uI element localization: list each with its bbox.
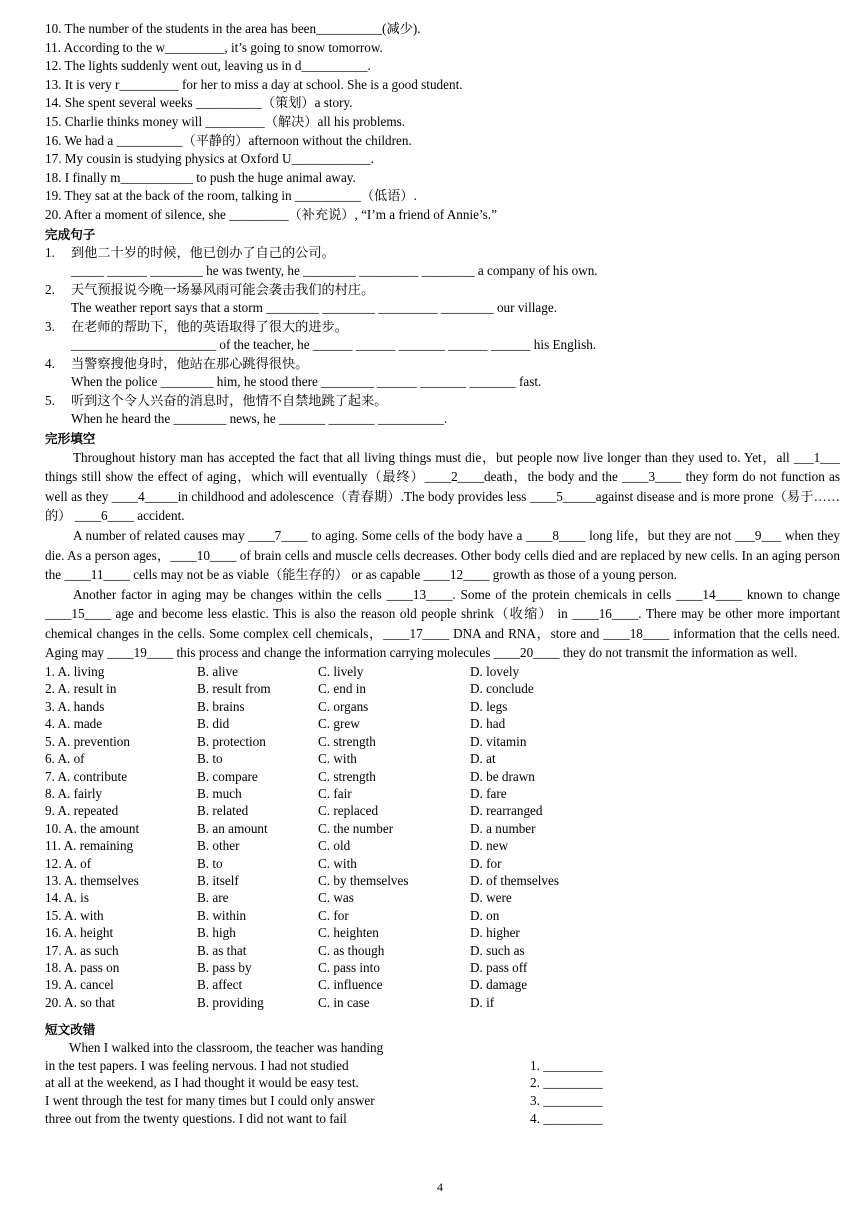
option-choice: B. result from (197, 681, 271, 697)
vocab-item: 18. I finally m___________ to push the huge animal away. (45, 169, 356, 185)
option-choice: D. for (470, 855, 502, 871)
option-row (45, 663, 840, 680)
option-choice: D. conclude (470, 681, 534, 697)
answer-blank (530, 1039, 603, 1057)
complete-item-prompt (45, 355, 840, 373)
option-choice: B. affect (197, 977, 243, 993)
option-choice: 13. A. themselves (45, 872, 139, 888)
option-choice: B. high (197, 925, 236, 941)
option-choice: D. be drawn (470, 768, 535, 784)
error-line: three out from the twenty questions. I did not want to fail (45, 1110, 347, 1126)
option-row (45, 698, 840, 715)
option-choice: 10. A. the amount (45, 820, 140, 836)
vocab-item: 15. Charlie thinks money will _________（解决）all his problems. (45, 113, 406, 129)
section-heading-cloze: 完形填空 (45, 430, 96, 446)
option-choice: D. vitamin (470, 733, 527, 749)
option-choice: 5. A. prevention (45, 733, 130, 749)
vocab-item: 13. It is very r_________ for her to miss a day at school. She is a good student. (45, 76, 463, 92)
option-row (45, 837, 840, 854)
option-choice: B. other (197, 838, 240, 854)
page-number: 4 (437, 1180, 443, 1194)
chinese-prompt: 在老师的帮助下，他的英语取得了很大的进步。 (71, 318, 348, 334)
cloze-passage (45, 448, 840, 664)
vocab-item: 10. The number of the students in the area has been__________(减少). (45, 21, 421, 36)
vocab-item: 14. She spent several weeks __________（策划）a story. (45, 95, 353, 111)
option-row (45, 959, 840, 976)
vocab-item: 20. After a moment of silence, she _________（补充说）, “I’m a friend of Annie’s.” (45, 206, 497, 222)
option-choice: B. an amount (197, 820, 268, 836)
option-choice: 1. A. living (45, 664, 105, 680)
option-choice: B. providing (197, 994, 264, 1010)
option-choice: C. for (318, 907, 349, 923)
option-choice: C. with (318, 855, 357, 871)
answer-blank: 4. _________ (530, 1110, 603, 1126)
item-number: 4. (45, 355, 55, 371)
option-choice: C. as though (318, 942, 385, 958)
error-correction-section (45, 1020, 840, 1127)
option-choice: B. to (197, 855, 223, 871)
option-choice: D. fare (470, 785, 507, 801)
option-choice: 19. A. cancel (45, 977, 114, 993)
option-choice: D. at (470, 751, 496, 767)
option-row (45, 872, 840, 889)
option-row (45, 680, 840, 697)
answer-blank: 2. _________ (530, 1075, 603, 1091)
option-choice: C. strength (318, 768, 376, 784)
option-choice: B. are (197, 890, 229, 906)
error-passage (45, 1039, 530, 1127)
option-choice: B. did (197, 716, 230, 732)
option-choice: C. with (318, 751, 357, 767)
option-row (45, 820, 840, 837)
cloze-paragraph: A number of related causes may ____7____ to aging. Some cells of the body have a ____8____ long life，but they are not ___9___ when they die. As a person ages，____10____ of brain cells and muscle cells decreases. Other body cells died and are replaced by new cells. In an aging person the ____11____ cells may not be as viable（能生存的） or as capable ____12____ growth as those of a young person. (45, 527, 840, 583)
english-answer-line: When he heard the ________ news, he _______ _______ __________. (71, 410, 448, 426)
error-line: When I walked into the classroom, the teacher was handing (69, 1040, 384, 1056)
complete-item-prompt (45, 392, 840, 410)
option-row (45, 750, 840, 767)
option-row (45, 802, 840, 819)
option-choice: B. within (197, 907, 247, 923)
option-row (45, 768, 840, 785)
english-answer-line: The weather report says that a storm ________ ________ _________ ________ our village. (71, 299, 558, 315)
option-choice: 9. A. repeated (45, 803, 119, 819)
english-answer-line: ______________________ of the teacher, he ______ ______ _______ ______ ______ his English. (71, 336, 597, 352)
item-number: 5. (45, 392, 55, 408)
item-number: 3. (45, 318, 55, 334)
option-row (45, 994, 840, 1011)
option-choice: C. pass into (318, 959, 380, 975)
option-choice: B. brains (197, 698, 245, 714)
option-row (45, 942, 840, 959)
option-choice: D. new (470, 838, 509, 854)
option-choice: D. on (470, 907, 500, 923)
english-answer-line: _____ ______ ________ he was twenty, he ________ _________ ________ a company of his own. (71, 262, 598, 278)
option-choice: 16. A. height (45, 925, 114, 941)
option-choice: B. alive (197, 664, 239, 680)
option-choice: D. pass off (470, 959, 528, 975)
option-choice: 15. A. with (45, 907, 104, 923)
option-row (45, 924, 840, 941)
chinese-prompt: 到他二十岁的时候，他已创办了自己的公司。 (71, 244, 335, 260)
option-row (45, 715, 840, 732)
answer-blank: 1. _________ (530, 1057, 603, 1073)
option-choice: B. related (197, 803, 249, 819)
option-choice: 8. A. fairly (45, 785, 103, 801)
option-choice: 11. A. remaining (45, 838, 134, 854)
option-choice: C. grew (318, 716, 360, 732)
option-choice: D. a number (470, 820, 536, 836)
worksheet-page (45, 20, 840, 1127)
option-choice: C. organs (318, 698, 369, 714)
option-choice: 20. A. so that (45, 994, 115, 1010)
option-choice: B. to (197, 751, 223, 767)
vocab-item: 11. According to the w_________, it’s going to snow tomorrow. (45, 39, 383, 55)
option-choice: C. in case (318, 994, 370, 1010)
option-choice: 3. A. hands (45, 698, 105, 714)
option-choice: B. as that (197, 942, 247, 958)
option-row (45, 976, 840, 993)
option-choice: D. legs (470, 698, 508, 714)
error-line: I went through the test for many times but I could only answer (45, 1092, 375, 1108)
option-choice: D. were (470, 890, 512, 906)
vocab-item: 16. We had a __________（平静的）afternoon without the children. (45, 132, 412, 148)
cloze-options (45, 663, 840, 1011)
vocab-item: 12. The lights suddenly went out, leaving us in d__________. (45, 58, 371, 74)
option-choice: C. by themselves (318, 872, 409, 888)
option-choice: 6. A. of (45, 751, 85, 767)
option-choice: D. rearranged (470, 803, 543, 819)
option-choice: D. lovely (470, 664, 520, 680)
option-choice: C. old (318, 838, 351, 854)
option-choice: C. was (318, 890, 354, 906)
vocab-list (45, 20, 840, 225)
option-row (45, 889, 840, 906)
chinese-prompt: 天气预报说今晚一场暴风雨可能会袭击我们的村庄。 (71, 281, 375, 297)
option-choice: D. damage (470, 977, 528, 993)
option-choice: C. lively (318, 664, 364, 680)
english-answer-line: When the police ________ him, he stood there ________ ______ _______ _______ fast. (71, 373, 542, 389)
option-choice: B. protection (197, 733, 266, 749)
option-choice: B. much (197, 785, 242, 801)
option-choice: 12. A. of (45, 855, 92, 871)
option-choice: 2. A. result in (45, 681, 117, 697)
option-choice: C. replaced (318, 803, 379, 819)
answer-blanks (530, 1039, 603, 1127)
option-choice: C. end in (318, 681, 366, 697)
section-heading-complete: 完成句子 (45, 226, 96, 242)
cloze-paragraph: Another factor in aging may be changes within the cells ____13____. Some of the protein chemicals in cells ____14____ known to change ____15____ age and become less elastic. This is also the reason old people shrink（收缩） in ____16____. There may be other more important chemical changes in the cells. Some complex cell chemicals，____17____ DNA and RNA，store and ____18____ information that the cells need. Aging may ____19____ this process and change the information carrying molecules ____20____ they do not transmit the information as well. (45, 586, 840, 661)
option-choice: B. itself (197, 872, 239, 888)
option-choice: D. higher (470, 925, 520, 941)
error-line: at all at the weekend, as I had thought it would be easy test. (45, 1075, 359, 1091)
option-choice: B. compare (197, 768, 258, 784)
section-heading-error: 短文改错 (45, 1022, 96, 1038)
option-row (45, 855, 840, 872)
option-choice: C. the number (318, 820, 394, 836)
option-choice: D. if (470, 994, 495, 1010)
complete-sentences (45, 244, 840, 429)
item-number: 2. (45, 281, 55, 297)
option-choice: C. strength (318, 733, 376, 749)
option-choice: C. influence (318, 977, 383, 993)
option-choice: D. such as (470, 942, 525, 958)
complete-item-prompt (45, 318, 840, 336)
option-choice: D. of themselves (470, 872, 559, 888)
chinese-prompt: 听到这个令人兴奋的消息时，他情不自禁地跳了起来。 (71, 392, 388, 408)
option-choice: 18. A. pass on (45, 959, 120, 975)
vocab-item: 19. They sat at the back of the room, talking in __________（低语）. (45, 188, 417, 204)
error-line: in the test papers. I was feeling nervous. I had not studied (45, 1057, 349, 1073)
option-choice: C. fair (318, 785, 352, 801)
option-choice: D. had (470, 716, 506, 732)
option-choice: 7. A. contribute (45, 768, 128, 784)
option-row (45, 733, 840, 750)
vocab-item: 17. My cousin is studying physics at Oxford U____________. (45, 151, 374, 167)
chinese-prompt: 当警察搜他身时，他站在那心跳得很快。 (71, 355, 309, 371)
option-choice: B. pass by (197, 959, 252, 975)
complete-item-prompt (45, 281, 840, 299)
option-choice: 4. A. made (45, 716, 103, 732)
option-choice: C. heighten (318, 925, 379, 941)
option-choice: 14. A. is (45, 890, 89, 906)
option-choice: 17. A. as such (45, 942, 119, 958)
option-row (45, 785, 840, 802)
complete-item-prompt (45, 244, 840, 262)
cloze-paragraph: Throughout history man has accepted the fact that all living things must die，but people now live longer than they used to. Yet，all ___1___ things still show the effect of aging，which will eventually（最终）____2____death，the body and the ____3____ they form do not function as well as they ____4_____in childhood and adolescence（青春期）.The body provides less ____5_____against disease and is more prone（易于……的） ____6____ accident. (45, 449, 840, 524)
option-row (45, 907, 840, 924)
answer-blank: 3. _________ (530, 1092, 603, 1108)
item-number: 1. (45, 244, 55, 260)
